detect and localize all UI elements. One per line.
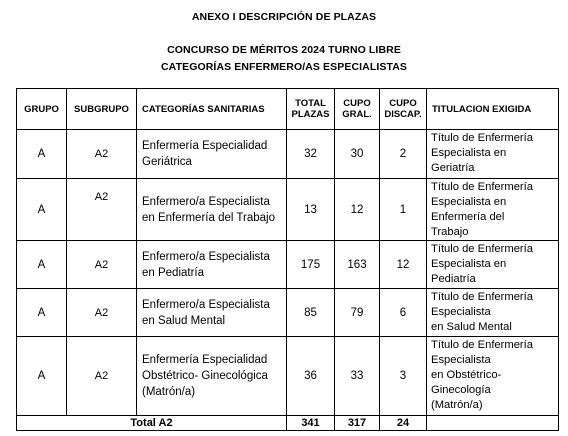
titulacion-line: Título de Enfermería — [431, 339, 533, 351]
table-row — [17, 179, 559, 241]
category-title: CATEGORÍAS ENFERMERO/AS ESPECIALISTAS — [161, 61, 407, 73]
plazas-table — [16, 88, 559, 431]
titulacion-line: en Obstétrico- — [431, 369, 502, 381]
total-cell: 36 — [287, 337, 335, 416]
titulacion-line: Especialista en — [431, 147, 507, 159]
categoria-cell — [137, 130, 287, 179]
total-cell: 32 — [287, 130, 335, 179]
col-total — [287, 89, 335, 130]
cupo-gral-cell: 12 — [335, 179, 380, 241]
grupo-cell: A — [17, 337, 67, 416]
subgrupo-cell: A2 — [67, 179, 137, 241]
table-row — [17, 289, 559, 337]
grupo-cell: A — [17, 289, 67, 337]
cupo-discap-cell: 12 — [380, 241, 427, 289]
categoria-line: Enfermero/a Especialista — [142, 298, 270, 311]
titulacion-line: Especialista — [431, 354, 491, 366]
col-cupo-discap-line1: CUPO — [389, 98, 417, 109]
col-subgrupo: SUBGRUPO — [67, 89, 137, 130]
cupo-discap-cell: 6 — [380, 289, 427, 337]
subgrupo-cell: A2 — [67, 130, 137, 179]
total-cupo-gral: 317 — [335, 416, 380, 431]
col-cupo-gral-line1: CUPO — [343, 98, 371, 109]
cupo-discap-cell: 3 — [380, 337, 427, 416]
col-cupo-discap — [380, 89, 427, 130]
col-total-line2: PLAZAS — [291, 109, 330, 120]
total-cell: 85 — [287, 289, 335, 337]
categoria-line: Enfermero/a Especialista — [142, 195, 270, 208]
cupo-discap-cell: 2 — [380, 130, 427, 179]
grupo-cell: A — [17, 179, 67, 241]
categoria-line: Enfermería Especialidad — [142, 354, 268, 366]
titulacion-line: (Matrón/a) — [431, 399, 483, 411]
cupo-gral-cell: 79 — [335, 289, 380, 337]
table-row — [17, 241, 559, 289]
categoria-line: en Salud Mental — [142, 314, 226, 327]
titulacion-line: Ginecología — [431, 384, 491, 396]
categoria-line: Enfermería Especialidad — [142, 140, 268, 152]
col-cupo-gral — [335, 89, 380, 130]
categoria-line: en Pediatría — [142, 266, 205, 279]
titulacion-cell — [427, 337, 559, 416]
total-cell: 13 — [287, 179, 335, 241]
cupo-gral-cell: 30 — [335, 130, 380, 179]
contest-title: CONCURSO DE MÉRITOS 2024 TURNO LIBRE — [167, 44, 401, 56]
subgrupo-cell: A2 — [67, 241, 137, 289]
categoria-cell — [137, 241, 287, 289]
total-label: Total A2 — [17, 416, 287, 431]
titulacion-line: Título de Enfermería — [431, 181, 533, 193]
total-row — [17, 416, 559, 431]
col-cupo-gral-line2: GRAL. — [342, 109, 372, 120]
annex-title: ANEXO I DESCRIPCIÓN DE PLAZAS — [191, 11, 377, 23]
subgrupo-cell: A2 — [67, 289, 137, 337]
categoria-cell — [137, 179, 287, 241]
grupo-cell: A — [17, 130, 67, 179]
col-titulacion: TITULACION EXIGIDA — [427, 89, 559, 130]
titulacion-cell — [427, 130, 559, 179]
categoria-line: Enfermero/a Especialista — [142, 250, 270, 263]
table-row — [17, 130, 559, 179]
categoria-cell — [137, 337, 287, 416]
total-cell: 175 — [287, 241, 335, 289]
cupo-gral-cell: 33 — [335, 337, 380, 416]
subgrupo-cell: A2 — [67, 337, 137, 416]
titulacion-cell — [427, 241, 559, 289]
titulacion-line: Pediatría — [431, 273, 476, 285]
categoria-line: en Enfermería del Trabajo — [142, 211, 275, 224]
titulacion-line: Enfermería del — [431, 211, 505, 223]
titulacion-line: en Salud Mental — [431, 321, 512, 333]
header-row — [17, 89, 559, 130]
titulacion-line: Especialista en — [431, 258, 507, 270]
titulacion-cell — [427, 289, 559, 337]
categoria-line: (Matrón/a) — [142, 386, 196, 398]
titulacion-line: Título de Enfermería — [431, 132, 533, 144]
cupo-gral-cell: 163 — [335, 241, 380, 289]
col-categoria: CATEGORÍAS SANITARIAS — [137, 89, 287, 130]
grupo-cell: A — [17, 241, 67, 289]
col-total-line1: TOTAL — [295, 98, 326, 109]
titulacion-line: Título de Enfermería — [431, 291, 533, 303]
total-empty — [427, 416, 559, 431]
col-grupo: GRUPO — [17, 89, 67, 130]
titulacion-line: Especialista — [431, 306, 491, 318]
titulacion-line: Geriatría — [431, 162, 475, 174]
titulacion-cell — [427, 179, 559, 241]
categoria-line: Obstétrico- Ginecológica — [142, 370, 268, 382]
cupo-discap-cell: 1 — [380, 179, 427, 241]
total-cupo-discap: 24 — [380, 416, 427, 431]
titulacion-line: Título de Enfermería — [431, 243, 533, 255]
titulacion-line: Trabajo — [431, 226, 469, 238]
total-plazas: 341 — [287, 416, 335, 431]
col-cupo-discap-line2: DISCAP. — [384, 109, 422, 120]
table-row — [17, 337, 559, 416]
categoria-line: Geriátrica — [142, 156, 192, 168]
categoria-cell — [137, 289, 287, 337]
titulacion-line: Especialista en — [431, 196, 507, 208]
